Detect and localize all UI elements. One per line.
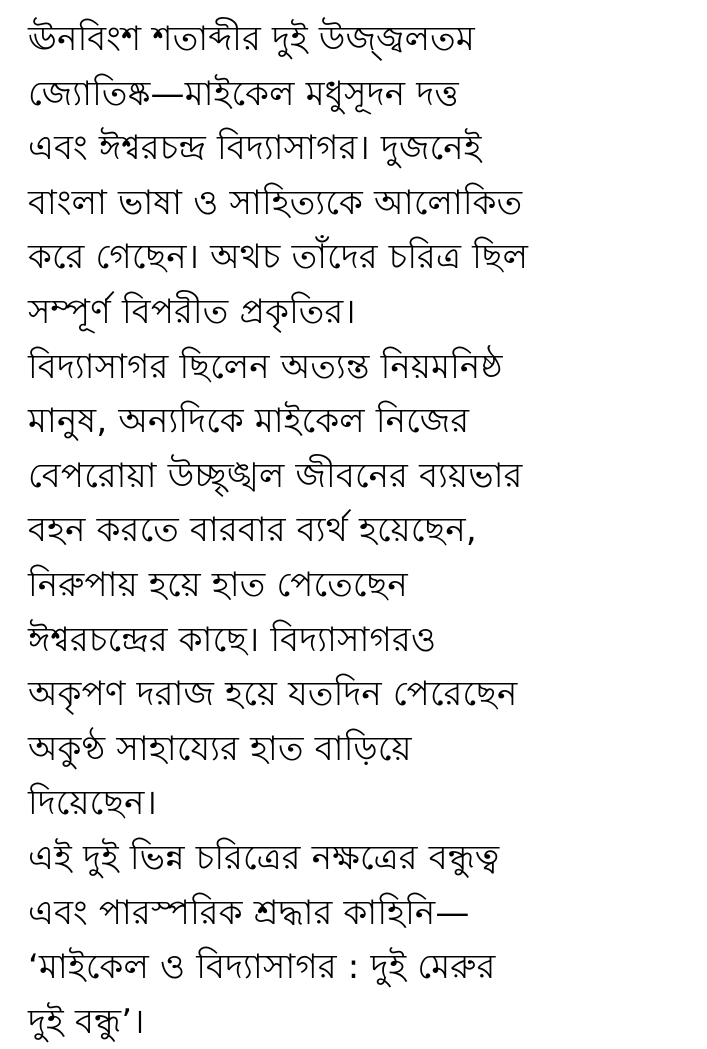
text-line: সম্পূর্ণ বিপরীত প্রকৃতির। [28,291,356,332]
text-line: বিদ্যাসাগর ছিলেন অত্যন্ত নিয়মনিষ্ঠ [28,346,503,387]
text-line: ঈশ্বরচন্দ্রের কাছে। বিদ্যাসাগরও [28,619,437,660]
text-line: এবং ঈশ্বরচন্দ্র বিদ্যাসাগর। দুজনেই [28,128,482,169]
text-line: করে গেছেন। অথচ তাঁদের চরিত্র ছিল [28,237,529,278]
text-line: বেপরোয়া উচ্ছৃঙ্খল জীবনের ব্যয়ভার [28,455,523,496]
text-line: এই দুই ভিন্ন চরিত্রের নক্ষত্রের বন্ধুত্ব [28,837,500,878]
text-line: বহন করতে বারবার ব্যর্থ হয়েছেন, [28,510,477,551]
text-line: অকৃপণ দরাজ হয়ে যতদিন পেরেছেন [28,674,518,715]
text-line: এবং পারস্পরিক শ্রদ্ধার কাহিনি— [28,892,470,933]
text-line: ঊনবিংশ শতাব্দীর দুই উজ্জ্বলতম [28,19,475,59]
text-line: ‘মাইকেল ও বিদ্যাসাগর : দুই মেরুর [28,947,496,988]
text-line: দুই বন্ধু’। [28,1001,145,1042]
text-line: অকুণ্ঠ সাহায্যের হাত বাড়িয়ে [28,728,412,769]
text-line: দিয়েছেন। [28,783,157,824]
paragraph-friendship [28,831,683,1049]
text-line: মানুষ, অন্যদিকে মাইকেল নিজের [28,401,470,442]
paragraph-contrast [28,340,683,831]
text-line: বাংলা ভাষা ও সাহিত্যকে আলোকিত [28,182,523,223]
paragraph-intro [28,12,683,340]
text-line: জ্যোতিষ্ক—মাইকেল মধুসূদন দত্ত [28,73,459,114]
text-line: নিরুপায় হয়ে হাত পেতেছেন [28,564,408,605]
